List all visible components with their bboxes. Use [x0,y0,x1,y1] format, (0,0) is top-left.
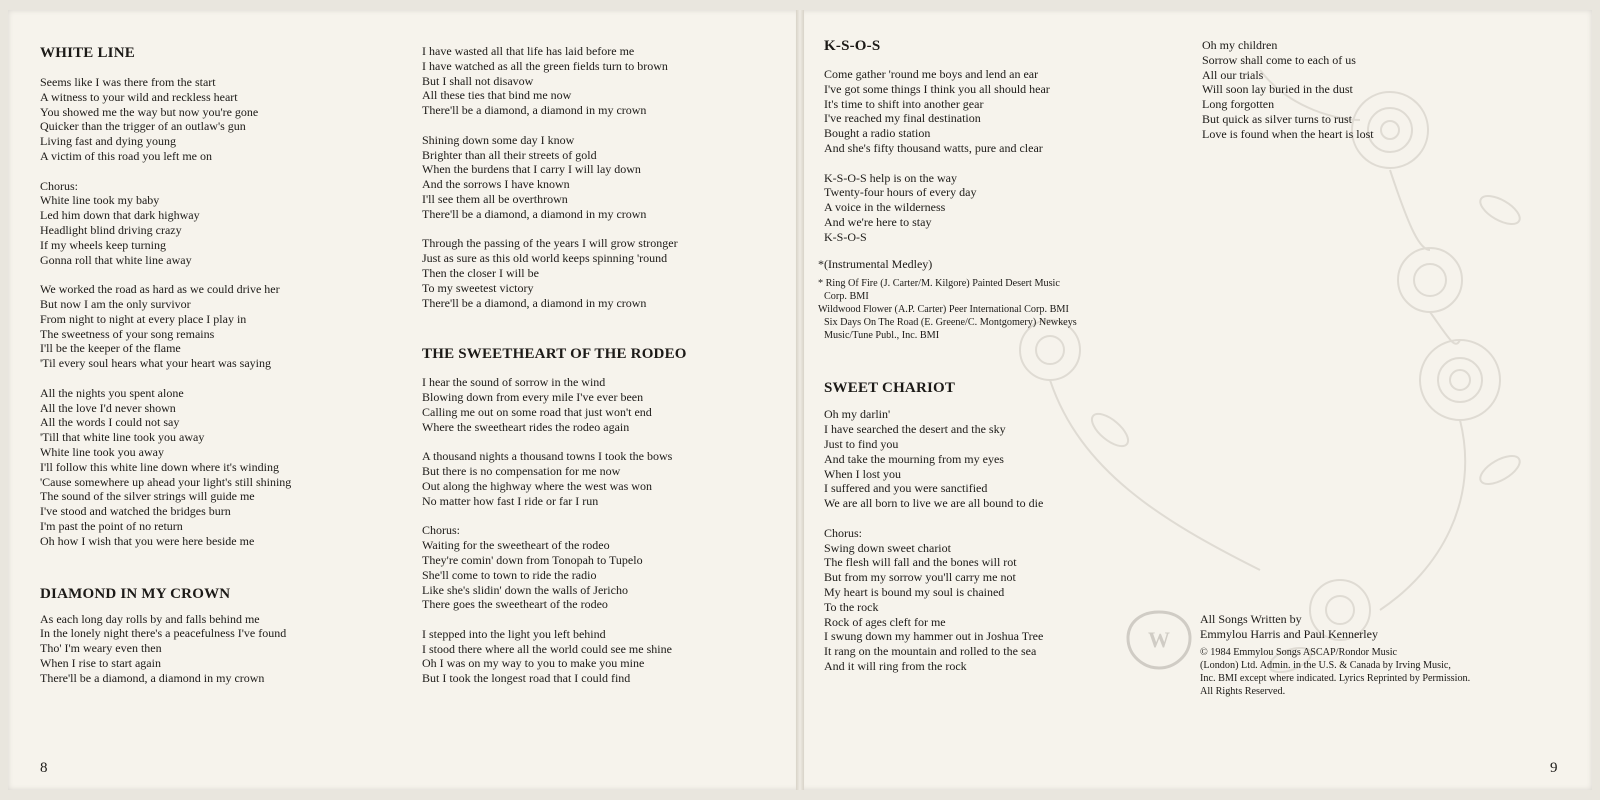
white-line-lyrics [40,75,400,549]
lyric-line: The sound of the silver strings will guide me [40,489,255,504]
song-title-sweet-chariot: SWEET CHARIOT [824,380,956,397]
lyric-line: Inc. BMI except where indicated. Lyrics Reprinted by Permission. [1200,672,1471,684]
stanza-gap [422,118,782,133]
lyric-line: © 1984 Emmylou Songs ASCAP/Rondor Music [1200,646,1398,658]
lyric-line: Oh my darlin' [824,407,891,422]
lyric-line: There'll be a diamond, a diamond in my crown [422,103,647,118]
lyric-line: I'll see them all be overthrown [422,191,568,206]
lyric-line: In the lonely night there's a peacefulness I've found [40,626,287,641]
stanza-gap [40,267,400,282]
stanza-gap [824,511,1184,526]
lyric-line: Chorus: [422,523,461,538]
lyric-line: She'll come to town to ride the radio [422,567,597,582]
lyric-line: There'll be a diamond, a diamond in my crown [40,670,265,685]
stanza-gap [422,435,782,450]
lyric-line: I'll follow this white line down where it's winding [40,459,279,474]
lyric-line: Seems like I was there from the start [40,75,216,89]
lyric-line: Headlight blind driving crazy [40,222,182,237]
lyric-line: When I rise to start again [40,655,161,670]
lyric-line: Oh how I wish that you were here beside me [40,533,255,548]
lyric-line: Chorus: [824,525,863,540]
lyric-line: They're comin' down from Tonopah to Tupelo [422,552,643,567]
lyric-line: There'll be a diamond, a diamond in my crown [422,206,647,221]
medley-label: *(Instrumental Medley) [818,256,933,271]
right-column-1 [818,38,1184,674]
lyric-line: Love is found when the heart is lost [1202,126,1374,141]
lyric-line: We are all born to live we are all bound to die [824,496,1044,511]
lyric-line: A voice in the wilderness [824,200,946,215]
lyric-line: No matter how fast I ride or far I run [422,493,599,508]
diamond-lyrics-continued [422,44,782,310]
stanza-gap [422,612,782,627]
lyric-line: Rock of ages cleft for me [824,614,946,629]
lyric-line: All our trials [1202,67,1264,82]
song-title-ksos: K-S-O-S [824,38,881,54]
lyric-line: We worked the road as hard as we could drive her [40,282,280,297]
lyric-line: All the love I'd never shown [40,400,176,415]
lyric-line: I stood there where all the world could see me shine [422,641,672,656]
lyric-line: I suffered and you were sanctified [824,481,988,496]
lyric-line: Twenty-four hours of every day [824,185,977,200]
lyric-line: Quicker than the trigger of an outlaw's gun [40,119,246,134]
lyric-line: 'Til every soul hears what your heart was saying [40,356,272,371]
ksos-lyrics [824,67,1184,245]
booklet-spine [796,10,804,790]
diamond-lyrics [40,612,400,686]
lyric-line: Bought a radio station [824,126,931,141]
lyric-line: (London) Ltd. Admin. in the U.S. & Canada by Irving Music, [1200,659,1451,671]
page-number-right: 9 [1550,760,1558,776]
lyric-line: But now I am the only survivor [40,296,191,311]
stanza-gap [40,164,400,179]
lyric-line: And she's fifty thousand watts, pure and clear [824,140,1043,155]
lyric-line: Chorus: [40,178,79,193]
lyric-line: White line took my baby [40,193,160,208]
lyric-line: Shining down some day I know [422,132,575,147]
lyric-line: I've stood and watched the bridges burn [40,504,231,519]
lyric-line: Where the sweetheart rides the rodeo again [422,419,630,434]
lyric-line: All the words I could not say [40,415,180,430]
lyric-line: I have wasted all that life has laid before me [422,44,635,58]
lyric-line: And take the mourning from my eyes [824,451,1004,466]
lyric-line: Swing down sweet chariot [824,540,951,555]
lyric-line: I have searched the desert and the sky [824,422,1006,437]
lyric-line: I hear the sound of sorrow in the wind [422,375,606,390]
lyric-line: There'll be a diamond, a diamond in my crown [422,295,647,310]
lyric-line: Brighter than all their streets of gold [422,147,597,162]
lyric-line: But there is no compensation for me now [422,464,621,479]
lyric-line: K-S-O-S [824,229,867,244]
lyric-line: As each long day rolls by and falls behind me [40,611,260,626]
lyric-line: You showed me the way but now you're gone [40,104,259,119]
lyric-line: I have watched as all the green fields turn to brown [422,58,668,73]
sweet-chariot-lyrics [824,407,1184,673]
lyric-line: Corp. BMI [824,291,869,303]
lyric-line: To my sweetest victory [422,280,534,295]
stanza-gap [824,156,1184,171]
lyric-line: I've got some things I think you all should hear [824,81,1050,96]
lyric-line: Oh I was on my way to you to make you mine [422,656,645,671]
lyric-line: I stepped into the light you left behind [422,626,606,641]
lyric-line: All Songs Written by [1200,612,1302,626]
lyric-line: All the nights you spent alone [40,385,184,400]
lyric-line: Led him down that dark highway [40,208,200,223]
lyric-line: I'll be the keeper of the flame [40,341,181,356]
lyric-line: The sweetness of your song remains [40,326,215,341]
lyric-line: But quick as silver turns to rust [1202,111,1352,126]
lyric-line: The flesh will fall and the bones will rot [824,555,1017,570]
lyric-line: Out along the highway where the west was won [422,478,652,493]
lyric-line: And we're here to stay [824,214,932,229]
lyric-line: * Ring Of Fire (J. Carter/M. Kilgore) Painted Desert Music [818,278,1060,290]
lyric-line: 'Cause somewhere up ahead your light's still shining [40,474,292,489]
lyric-line: My heart is bound my soul is chained [824,584,1005,599]
lyric-line: Will soon lay buried in the dust [1202,82,1353,97]
lyric-line: Waiting for the sweetheart of the rodeo [422,538,610,553]
lyric-line: From night to night at every place I play in [40,311,247,326]
lyric-line: And the sorrows I have known [422,177,570,192]
lyric-line: It rang on the mountain and rolled to the sea [824,644,1037,659]
lyric-line: I'm past the point of no return [40,518,183,533]
left-column-1 [40,45,400,685]
lyric-line: Like she's slidin' down the walls of Jericho [422,582,628,597]
lyric-line: A witness to your wild and reckless heart [40,89,238,104]
lyric-line: Just to find you [824,436,899,451]
lyric-line: When I lost you [824,466,901,481]
right-column-2 [1202,38,1562,142]
lyric-line: And it will ring from the rock [824,658,967,673]
rodeo-lyrics [422,375,782,686]
stanza-gap [40,371,400,386]
lyric-line: It's time to shift into another gear [824,96,984,111]
lyric-line: I swung down my hammer out in Joshua Tree [824,629,1044,644]
lyric-line: Emmylou Harris and Paul Kennerley [1200,626,1378,641]
lyric-line: Tho' I'm weary even then [40,641,162,656]
songwriter-credits [1200,612,1560,698]
lyric-line: If my wheels keep turning [40,237,166,252]
lyric-line: When the burdens that I carry I will lay down [422,162,641,177]
lyric-line: Long forgotten [1202,97,1275,112]
written-by [1200,612,1560,642]
lyric-line: A victim of this road you left me on [40,148,212,163]
lyric-line: Six Days On The Road (E. Greene/C. Montgomery) Newkeys [824,317,1077,329]
lyric-line: I've reached my final destination [824,111,981,126]
lyric-line: A thousand nights a thousand towns I took the bows [422,449,673,464]
lyric-line: Gonna roll that white line away [40,252,192,267]
lyric-line: White line took you away [40,444,164,459]
left-column-2 [422,44,782,686]
song-title-white-line: WHITE LINE [40,45,135,61]
lyric-line: There goes the sweetheart of the rodeo [422,597,608,612]
lyric-line: Through the passing of the years I will grow stronger [422,236,678,251]
lyric-line: Calling me out on some road that just won't end [422,404,652,419]
lyric-line: But I took the longest road that I could find [422,671,631,686]
lyric-line: Then the closer I will be [422,265,539,280]
lyric-line: But I shall not disavow [422,73,534,88]
copyright-notice [1200,646,1560,698]
stanza-gap [422,222,782,237]
song-title-diamond-in-my-crown: DIAMOND IN MY CROWN [40,585,231,602]
lyric-line: Music/Tune Publ., Inc. BMI [824,330,940,342]
lyric-line: To the rock [824,599,879,614]
lyric-line: All Rights Reserved. [1200,685,1286,697]
lyric-line: Wildwood Flower (A.P. Carter) Peer International Corp. BMI [818,304,1069,316]
lyric-line: Sorrow shall come to each of us [1202,52,1356,67]
lyric-line: Living fast and dying young [40,134,176,149]
song-title-sweetheart-of-the-rodeo: THE SWEETHEART OF THE RODEO [422,346,687,363]
sweet-chariot-lyrics-continued [1202,38,1562,142]
medley-credits [818,277,1184,342]
page-number-left: 8 [40,760,48,776]
lyric-line: K-S-O-S help is on the way [824,170,957,185]
lyric-line: 'Till that white line took you away [40,430,205,445]
lyric-line: Oh my children [1202,38,1278,52]
lyric-line: Come gather 'round me boys and lend an ear [824,67,1039,81]
svg-text:W: W [1148,627,1170,652]
lyric-line: All these ties that bind me now [422,88,572,103]
lyric-line: Blowing down from every mile I've ever been [422,390,644,405]
stanza-gap [422,509,782,524]
lyric-line: Just as sure as this old world keeps spinning 'round [422,251,668,266]
lyric-line: But from my sorrow you'll carry me not [824,570,1016,585]
